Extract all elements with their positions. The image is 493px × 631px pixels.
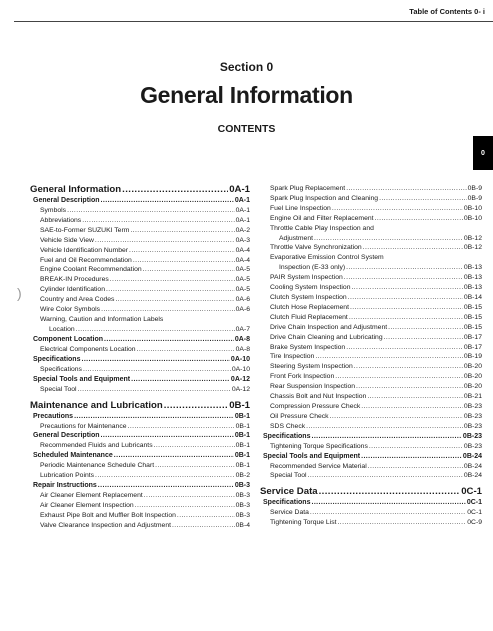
toc-entry-title: Air Cleaner Element Inspection bbox=[40, 502, 134, 510]
toc-leader-dots bbox=[131, 375, 230, 385]
toc-entry-page: 0C-1 bbox=[467, 509, 482, 517]
toc-entry-page: 0B-12 bbox=[463, 244, 482, 252]
toc-entry-page: 0B-3 bbox=[235, 492, 250, 500]
toc-entry-page: 0B-19 bbox=[463, 353, 482, 361]
toc-leader-dots bbox=[314, 234, 463, 244]
toc-entry[interactable] bbox=[260, 273, 482, 283]
toc-leader-dots bbox=[338, 518, 467, 528]
toc-leader-dots bbox=[104, 335, 234, 345]
toc-entry-title: Valve Clearance Inspection and Adjustment bbox=[40, 521, 171, 529]
toc-entry-page: 0A-1 bbox=[234, 197, 250, 204]
toc-entry-title: BREAK-IN Procedures bbox=[40, 276, 109, 284]
toc-entry[interactable] bbox=[30, 481, 250, 491]
toc-entry[interactable] bbox=[260, 283, 482, 293]
toc-entry-title: Clutch System Inspection bbox=[270, 293, 347, 301]
toc-leader-dots bbox=[351, 283, 462, 293]
toc-entry[interactable] bbox=[260, 422, 482, 432]
toc-entry-page: 0B-13 bbox=[463, 274, 482, 282]
toc-entry-title: Lubrication Points bbox=[40, 472, 95, 480]
toc-leader-dots bbox=[114, 451, 234, 461]
toc-entry-page: 0B-1 bbox=[235, 422, 250, 430]
toc-entry-title: Chassis Bolt and Nut Inspection bbox=[270, 393, 367, 401]
toc-entry-title: Cooling System Inspection bbox=[270, 284, 351, 292]
toc-entry-title: Precautions for Maintenance bbox=[40, 422, 127, 430]
toc-leader-dots bbox=[128, 422, 235, 432]
toc-entry[interactable] bbox=[30, 461, 250, 471]
toc-leader-dots bbox=[319, 486, 461, 498]
toc-entry-title: General Description bbox=[33, 197, 100, 204]
toc-entry-title: Scheduled Maintenance bbox=[33, 452, 113, 460]
toc-entry[interactable] bbox=[30, 365, 250, 375]
toc-entry-page: 0B-1 bbox=[235, 462, 250, 470]
toc-entry-page: 0B-15 bbox=[463, 313, 482, 321]
toc-entry-title: PAIR System Inspection bbox=[270, 274, 343, 282]
toc-entry-page: 0B-13 bbox=[463, 284, 482, 292]
toc-entry[interactable] bbox=[260, 263, 482, 273]
toc-leader-dots bbox=[346, 343, 463, 353]
toc-entry-page: 0A-5 bbox=[235, 266, 250, 274]
toc-entry[interactable] bbox=[30, 375, 250, 385]
toc-entry[interactable] bbox=[30, 422, 250, 432]
toc-entry-page: 0B-23 bbox=[463, 402, 482, 410]
toc-leader-dots bbox=[310, 508, 466, 518]
toc-entry[interactable] bbox=[260, 333, 482, 343]
contents-heading: CONTENTS bbox=[217, 123, 276, 135]
toc-entry-page: 0A-6 bbox=[235, 306, 250, 314]
toc-leader-dots bbox=[154, 441, 235, 451]
toc-leader-dots bbox=[350, 303, 463, 313]
toc-leader-dots bbox=[308, 471, 463, 481]
toc-leader-dots bbox=[133, 256, 235, 266]
toc-entry-page: 0B-1 bbox=[229, 399, 250, 411]
toc-entry-title: Special Tool bbox=[40, 385, 77, 393]
toc-entry[interactable] bbox=[30, 295, 250, 305]
toc-entry-title: Warning, Caution and Information Labels bbox=[40, 315, 164, 323]
toc-entry[interactable] bbox=[30, 400, 250, 412]
toc-leader-dots bbox=[332, 204, 463, 214]
toc-entry[interactable] bbox=[30, 196, 250, 206]
toc-leader-dots bbox=[363, 243, 463, 253]
toc-entry[interactable] bbox=[30, 491, 250, 501]
toc-entry[interactable] bbox=[260, 214, 482, 224]
toc-leader-dots bbox=[346, 184, 466, 194]
toc-entry-title: Adjustment bbox=[279, 234, 314, 242]
toc-entry[interactable] bbox=[260, 412, 482, 422]
toc-entry[interactable] bbox=[30, 236, 250, 246]
toc-leader-dots bbox=[335, 372, 463, 382]
toc-entry-title: Recommended Fluids and Lubricants bbox=[40, 442, 153, 450]
toc-entry-page: 0A-5 bbox=[235, 286, 250, 294]
toc-leader-dots bbox=[388, 323, 463, 333]
toc-entry[interactable] bbox=[260, 498, 482, 508]
toc-entry-title: Service Data bbox=[260, 486, 318, 498]
toc-entry[interactable] bbox=[30, 246, 250, 256]
toc-leader-dots bbox=[354, 362, 463, 372]
toc-leader-dots bbox=[137, 345, 235, 355]
toc-entry[interactable] bbox=[30, 511, 250, 521]
toc-entry-title: Fuel Line Inspection bbox=[270, 204, 331, 212]
toc-entry-title: Fuel and Oil Recommendation bbox=[40, 256, 132, 264]
toc-entry-title: Drive Chain Inspection and Adjustment bbox=[270, 323, 388, 331]
toc-entry-page: 0B-20 bbox=[463, 363, 482, 371]
toc-entry-page: 0B-17 bbox=[463, 343, 482, 351]
toc-entry-title: Tightening Torque List bbox=[270, 519, 337, 527]
toc-leader-dots bbox=[361, 402, 463, 412]
toc-entry-page: 0B-1 bbox=[234, 452, 250, 460]
toc-entry[interactable] bbox=[260, 452, 482, 462]
toc-entry[interactable] bbox=[260, 462, 482, 472]
toc-entry-title: Compression Pressure Check bbox=[270, 402, 361, 410]
toc-entry[interactable] bbox=[30, 256, 250, 266]
toc-entry-title: Rear Suspension Inspection bbox=[270, 383, 356, 391]
toc-entry-page: 0B-10 bbox=[463, 214, 482, 222]
toc-entry[interactable] bbox=[30, 335, 250, 345]
toc-entry[interactable] bbox=[260, 372, 482, 382]
toc-leader-dots bbox=[135, 501, 235, 511]
section-tab: 0 bbox=[473, 136, 493, 170]
toc-entry-page: 0A-4 bbox=[235, 246, 250, 254]
toc-entry-title: Abbreviations bbox=[40, 216, 82, 224]
toc-entry-page: 0B-23 bbox=[463, 442, 482, 450]
toc-leader-dots bbox=[110, 275, 235, 285]
toc-entry-page: 0B-20 bbox=[463, 373, 482, 381]
toc-entry[interactable] bbox=[260, 224, 482, 234]
toc-entry-page: 0B-3 bbox=[234, 482, 250, 490]
toc-entry[interactable] bbox=[30, 184, 250, 196]
toc-entry[interactable] bbox=[30, 451, 250, 461]
toc-entry-title: Throttle Valve Synchronization bbox=[270, 244, 362, 252]
toc-leader-dots bbox=[143, 265, 235, 275]
toc-entry-page: 0B-23 bbox=[463, 422, 482, 430]
toc-entry-title: Air Cleaner Element Replacement bbox=[40, 492, 143, 500]
toc-entry[interactable] bbox=[30, 216, 250, 226]
toc-leader-dots bbox=[172, 521, 235, 531]
toc-entry-title: Wire Color Symbols bbox=[40, 306, 101, 314]
toc-entry-title: Clutch Hose Replacement bbox=[270, 303, 349, 311]
toc-entry-title: Service Data bbox=[270, 509, 309, 517]
toc-leader-dots bbox=[95, 471, 235, 481]
toc-entry-page: 0B-3 bbox=[235, 502, 250, 510]
toc-leader-dots bbox=[311, 498, 465, 508]
toc-entry[interactable] bbox=[260, 352, 482, 362]
toc-entry-page: 0A-2 bbox=[235, 226, 250, 234]
toc-entry-title: Specifications bbox=[40, 365, 82, 373]
toc-leader-dots bbox=[101, 196, 234, 206]
toc-entry-page: 0B-23 bbox=[463, 412, 482, 420]
toc-entry-title: SDS Check bbox=[270, 422, 306, 430]
toc-entry[interactable] bbox=[30, 521, 250, 531]
toc-entry-page: 0B-9 bbox=[467, 194, 482, 202]
toc-entry[interactable] bbox=[260, 402, 482, 412]
toc-leader-dots bbox=[106, 285, 235, 295]
toc-entry[interactable] bbox=[260, 184, 482, 194]
toc-entry-title: Special Tools and Equipment bbox=[263, 452, 361, 460]
toc-entry-page: 0A-1 bbox=[235, 216, 250, 224]
toc-column-right bbox=[260, 184, 482, 528]
toc-leader-dots bbox=[155, 461, 235, 471]
toc-entry[interactable] bbox=[260, 432, 482, 442]
toc-entry-page: 0A-7 bbox=[235, 325, 250, 333]
toc-entry-page: 0B-20 bbox=[463, 383, 482, 391]
toc-entry[interactable] bbox=[260, 362, 482, 372]
toc-entry-title: Electrical Components Location bbox=[40, 345, 136, 353]
toc-entry-page: 0A-4 bbox=[235, 256, 250, 264]
toc-entry-page: 0B-24 bbox=[463, 462, 482, 470]
toc-entry-title: Specifications bbox=[33, 355, 81, 363]
toc-entry-page: 0A-10 bbox=[231, 365, 250, 373]
toc-entry[interactable] bbox=[260, 471, 482, 481]
toc-leader-dots bbox=[164, 400, 228, 412]
toc-leader-dots bbox=[95, 236, 235, 246]
toc-entry-title: SAE-to-Former SUZUKI Term bbox=[40, 226, 130, 234]
toc-entry-title: Vehicle Side View bbox=[40, 236, 94, 244]
toc-entry-title: Vehicle Identification Number bbox=[40, 246, 129, 254]
toc-entry-page: 0B-10 bbox=[463, 204, 482, 212]
toc-entry[interactable] bbox=[30, 501, 250, 511]
toc-entry[interactable] bbox=[260, 234, 482, 244]
toc-entry-page: 0A-6 bbox=[235, 296, 250, 304]
toc-leader-dots bbox=[76, 325, 235, 335]
toc-entry-page: 0B-15 bbox=[463, 323, 482, 331]
toc-entry-title: Precautions bbox=[33, 412, 74, 420]
toc-entry-title: Inspection (E-33 only) bbox=[279, 264, 346, 272]
toc-leader-dots bbox=[67, 206, 235, 216]
toc-entry[interactable] bbox=[30, 315, 250, 325]
toc-leader-dots bbox=[344, 273, 463, 283]
toc-entry[interactable] bbox=[260, 253, 482, 263]
toc-entry-title: Maintenance and Lubrication bbox=[30, 399, 163, 411]
toc-entry-title: Spark Plug Inspection and Cleaning bbox=[270, 194, 379, 202]
toc-entry[interactable] bbox=[260, 323, 482, 333]
toc-leader-dots bbox=[349, 313, 463, 323]
toc-entry[interactable] bbox=[260, 508, 482, 518]
toc-entry[interactable] bbox=[30, 431, 250, 441]
toc-entry-title: Country and Area Codes bbox=[40, 296, 115, 304]
toc-entry[interactable] bbox=[260, 486, 482, 498]
toc-entry-title: Special Tools and Equipment bbox=[33, 375, 131, 383]
toc-entry-page: 0C-9 bbox=[467, 519, 482, 527]
running-header: Table of Contents 0- i bbox=[409, 7, 485, 16]
toc-entry-title: Clutch Fluid Replacement bbox=[270, 313, 348, 321]
toc-entry-page: 0B-12 bbox=[463, 234, 482, 242]
toc-leader-dots bbox=[311, 432, 461, 442]
toc-leader-dots bbox=[306, 422, 463, 432]
toc-leader-dots bbox=[375, 214, 463, 224]
toc-entry-page: 0B-14 bbox=[463, 293, 482, 301]
toc-entry-title: Tire Inspection bbox=[270, 353, 315, 361]
toc-leader-dots bbox=[82, 216, 234, 226]
toc-entry-title: Specifications bbox=[263, 432, 311, 440]
toc-entry-page: 0A-1 bbox=[235, 207, 250, 214]
toc-entry[interactable] bbox=[30, 385, 250, 395]
toc-entry-title: Recommended Service Material bbox=[270, 462, 367, 470]
toc-leader-dots bbox=[81, 355, 229, 365]
toc-leader-dots bbox=[130, 226, 234, 236]
toc-entry[interactable] bbox=[30, 265, 250, 275]
toc-entry-page: 0B-15 bbox=[463, 303, 482, 311]
toc-entry-title: Engine Coolant Recommendation bbox=[40, 266, 142, 274]
toc-entry[interactable] bbox=[260, 313, 482, 323]
toc-entry[interactable] bbox=[260, 303, 482, 313]
toc-leader-dots bbox=[330, 412, 463, 422]
toc-entry[interactable] bbox=[30, 285, 250, 295]
toc-leader-dots bbox=[356, 382, 463, 392]
toc-leader-dots bbox=[122, 184, 228, 196]
toc-leader-dots bbox=[74, 412, 234, 422]
toc-leader-dots bbox=[115, 295, 234, 305]
toc-entry[interactable] bbox=[30, 226, 250, 236]
toc-entry-page: 0B-24 bbox=[463, 472, 482, 480]
toc-entry-page: 0A-10 bbox=[230, 355, 250, 363]
toc-entry[interactable] bbox=[260, 518, 482, 528]
toc-entry-page: 0A-12 bbox=[231, 385, 250, 393]
toc-entry[interactable] bbox=[260, 204, 482, 214]
toc-entry-page: 0B-1 bbox=[234, 412, 250, 420]
toc-entry[interactable] bbox=[260, 442, 482, 452]
toc-entry-page: 0B-23 bbox=[462, 432, 482, 440]
toc-entry-title: Symbols bbox=[40, 207, 67, 214]
toc-entry-page: 0B-9 bbox=[467, 185, 482, 192]
toc-entry-page: 0B-13 bbox=[463, 264, 482, 272]
toc-leader-dots bbox=[144, 491, 235, 501]
toc-leader-dots bbox=[78, 385, 231, 395]
toc-leader-dots bbox=[368, 462, 463, 472]
margin-mark: ) bbox=[17, 285, 22, 301]
toc-entry-page: 0C-1 bbox=[466, 499, 482, 507]
toc-entry-page: 0B-2 bbox=[235, 472, 250, 480]
toc-leader-dots bbox=[367, 392, 463, 402]
toc-entry[interactable] bbox=[30, 345, 250, 355]
toc-entry-page: 0A-8 bbox=[235, 345, 250, 353]
toc-column-left bbox=[30, 184, 250, 531]
toc-entry-title: Component Location bbox=[33, 335, 103, 343]
toc-entry-title: Exhaust Pipe Bolt and Muffler Bolt Inspection bbox=[40, 511, 176, 519]
toc-leader-dots bbox=[369, 442, 463, 452]
toc-leader-dots bbox=[98, 481, 234, 491]
toc-entry-page: 0B-24 bbox=[462, 452, 482, 460]
toc-leader-dots bbox=[379, 194, 467, 204]
toc-entry[interactable] bbox=[260, 343, 482, 353]
toc-leader-dots bbox=[361, 452, 462, 462]
toc-entry-title: Repair Instructions bbox=[33, 482, 97, 490]
toc-entry-title: Location bbox=[49, 325, 75, 333]
toc-entry[interactable] bbox=[260, 293, 482, 303]
toc-entry[interactable] bbox=[30, 305, 250, 315]
toc-entry-title: General Description bbox=[33, 432, 100, 440]
toc-entry-title: Front Fork Inspection bbox=[270, 373, 335, 381]
toc-entry-page: 0B-4 bbox=[235, 521, 250, 529]
toc-entry[interactable] bbox=[260, 194, 482, 204]
toc-entry-title: Throttle Cable Play Inspection and bbox=[270, 224, 374, 232]
toc-leader-dots bbox=[101, 305, 235, 315]
toc-entry-page: 0A-8 bbox=[234, 335, 250, 343]
toc-entry-page: 0B-21 bbox=[463, 393, 482, 401]
toc-entry-title: Cylinder Identification bbox=[40, 286, 105, 294]
toc-entry-title: Spark Plug Replacement bbox=[270, 185, 346, 192]
toc-entry-page: 0B-1 bbox=[234, 432, 250, 440]
toc-entry-title: Oil Pressure Check bbox=[270, 412, 329, 420]
toc-entry-title: Engine Oil and Filter Replacement bbox=[270, 214, 374, 222]
toc-entry-page: 0A-3 bbox=[235, 236, 250, 244]
toc-leader-dots bbox=[384, 333, 463, 343]
toc-entry[interactable] bbox=[260, 243, 482, 253]
toc-entry[interactable] bbox=[30, 206, 250, 216]
toc-entry-title: Drive Chain Cleaning and Lubricating bbox=[270, 333, 383, 341]
toc-entry-title: General Information bbox=[30, 184, 122, 195]
toc-entry[interactable] bbox=[30, 355, 250, 365]
toc-entry-title: Evaporative Emission Control System bbox=[270, 254, 384, 262]
toc-entry-page: 0B-17 bbox=[463, 333, 482, 341]
toc-entry[interactable] bbox=[260, 392, 482, 402]
toc-leader-dots bbox=[346, 263, 463, 273]
toc-entry-page: 0A-1 bbox=[229, 184, 250, 195]
toc-entry[interactable] bbox=[30, 275, 250, 285]
toc-leader-dots bbox=[101, 431, 234, 441]
toc-entry-title: Periodic Maintenance Schedule Chart bbox=[40, 462, 155, 470]
toc-entry-page: 0A-5 bbox=[235, 276, 250, 284]
toc-entry-title: Steering System Inspection bbox=[270, 363, 353, 371]
toc-entry[interactable] bbox=[30, 441, 250, 451]
toc-entry[interactable] bbox=[30, 325, 250, 335]
toc-entry-title: Brake System Inspection bbox=[270, 343, 346, 351]
toc-leader-dots bbox=[129, 246, 235, 256]
toc-entry[interactable] bbox=[30, 412, 250, 422]
section-label: Section 0 bbox=[219, 60, 274, 74]
page-title: General Information bbox=[140, 82, 353, 108]
toc-entry-title: Tightening Torque Specifications bbox=[270, 442, 368, 450]
toc-entry-page: 0B-3 bbox=[235, 511, 250, 519]
toc-entry-page: 0C-1 bbox=[461, 486, 482, 498]
toc-entry-title: Specifications bbox=[263, 499, 311, 507]
toc-entry[interactable] bbox=[30, 471, 250, 481]
toc-entry-page: 0A-12 bbox=[230, 375, 250, 383]
toc-entry-title: Special Tool bbox=[270, 472, 307, 480]
toc-entry-page: 0B-1 bbox=[235, 442, 250, 450]
toc-leader-dots bbox=[315, 352, 463, 362]
toc-leader-dots bbox=[83, 365, 231, 375]
toc-leader-dots bbox=[348, 293, 463, 303]
toc-entry[interactable] bbox=[260, 382, 482, 392]
toc-leader-dots bbox=[177, 511, 235, 521]
header-rule bbox=[14, 21, 493, 22]
